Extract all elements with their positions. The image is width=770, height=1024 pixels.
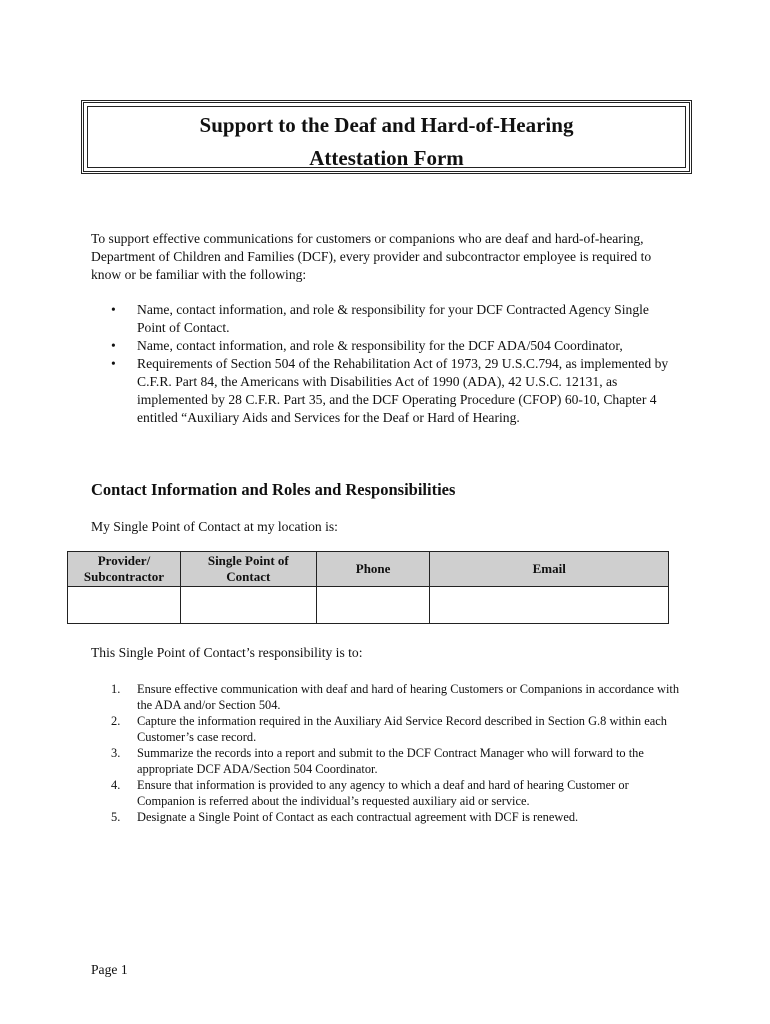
column-header-email: Email — [430, 552, 669, 587]
list-item-text: Ensure effective communication with deaf and hard of hearing Customers or Companions in accordance with the ADA and/or Section 504. — [137, 682, 680, 712]
section-heading: Contact Information and Roles and Responsibilities — [91, 480, 456, 499]
cell-provider[interactable] — [68, 587, 181, 624]
intro-paragraph: To support effective communications for customers or companions who are deaf and hard-of-hearing, Department of Children and Families (DCF), every provider and subcontractor employee is required to know or be familiar with the following: — [91, 231, 652, 282]
bullet-icon: • — [111, 302, 116, 317]
list-item-text: Name, contact information, and role & responsibility for the DCF ADA/504 Coordinator, — [137, 338, 623, 353]
list-item-number: 5. — [111, 810, 121, 824]
list-item — [91, 777, 681, 809]
list-item-text: Name, contact information, and role & responsibility for your DCF Contracted Agency Single Point of Contact. — [137, 302, 649, 335]
list-item-number: 4. — [111, 778, 121, 792]
page-number: Page 1 — [91, 962, 128, 977]
document-title: Support to the Deaf and Hard-of-Hearing — [199, 113, 574, 137]
table-header-row — [68, 552, 669, 587]
responsibilities-list — [91, 681, 681, 825]
list-item-text: Requirements of Section 504 of the Rehabilitation Act of 1973, 29 U.S.C.794, as implemented by C.F.R. Part 84, the Americans with Disabilities Act of 1990 (ADA), 42 U.S.C. 12131, as implemented by 28 C.F.R. Part 35, and the DCF Operating Procedure (CFOP) 60-10, Chapter 4 entitled “Auxiliary Aids and Services for the Deaf or Hard of Hearing. — [137, 356, 669, 425]
table-row — [68, 587, 669, 624]
list-item-text: Designate a Single Point of Contact as each contractual agreement with DCF is renewed. — [137, 810, 579, 824]
requirements-list — [91, 301, 671, 427]
list-item-text: Capture the information required in the Auxiliary Aid Service Record described in Section G.8 within each Customer’s case record. — [137, 714, 667, 744]
title-box — [81, 100, 692, 174]
list-item-number: 3. — [111, 746, 121, 760]
cell-phone[interactable] — [316, 587, 430, 624]
contact-table — [67, 551, 669, 624]
column-header-phone: Phone — [316, 552, 430, 587]
list-item — [91, 681, 681, 713]
cell-single-point-of-contact[interactable] — [180, 587, 316, 624]
cell-email[interactable] — [430, 587, 669, 624]
list-item — [91, 809, 681, 825]
list-item — [91, 745, 681, 777]
list-item — [91, 355, 671, 427]
bullet-icon: • — [111, 356, 116, 371]
spoc-label: My Single Point of Contact at my location is: — [91, 519, 338, 534]
list-item-number: 1. — [111, 682, 121, 696]
list-item — [91, 301, 671, 337]
document-subtitle: Attestation Form — [309, 146, 464, 170]
column-header-provider: Provider/ Subcontractor — [68, 552, 181, 587]
list-item — [91, 713, 681, 745]
list-item — [91, 337, 671, 355]
list-item-text: Summarize the records into a report and submit to the DCF Contract Manager who will forward to the appropriate DCF ADA/Section 504 Coordinator. — [137, 746, 644, 776]
list-item-number: 2. — [111, 714, 121, 728]
responsibility-label: This Single Point of Contact’s responsibility is to: — [91, 645, 363, 660]
bullet-icon: • — [111, 338, 116, 353]
list-item-text: Ensure that information is provided to any agency to which a deaf and hard of hearing Customer or Companion is referred about the individual’s requested auxiliary aid or service. — [137, 778, 629, 808]
column-header-single-point-of-contact: Single Point of Contact — [180, 552, 316, 587]
